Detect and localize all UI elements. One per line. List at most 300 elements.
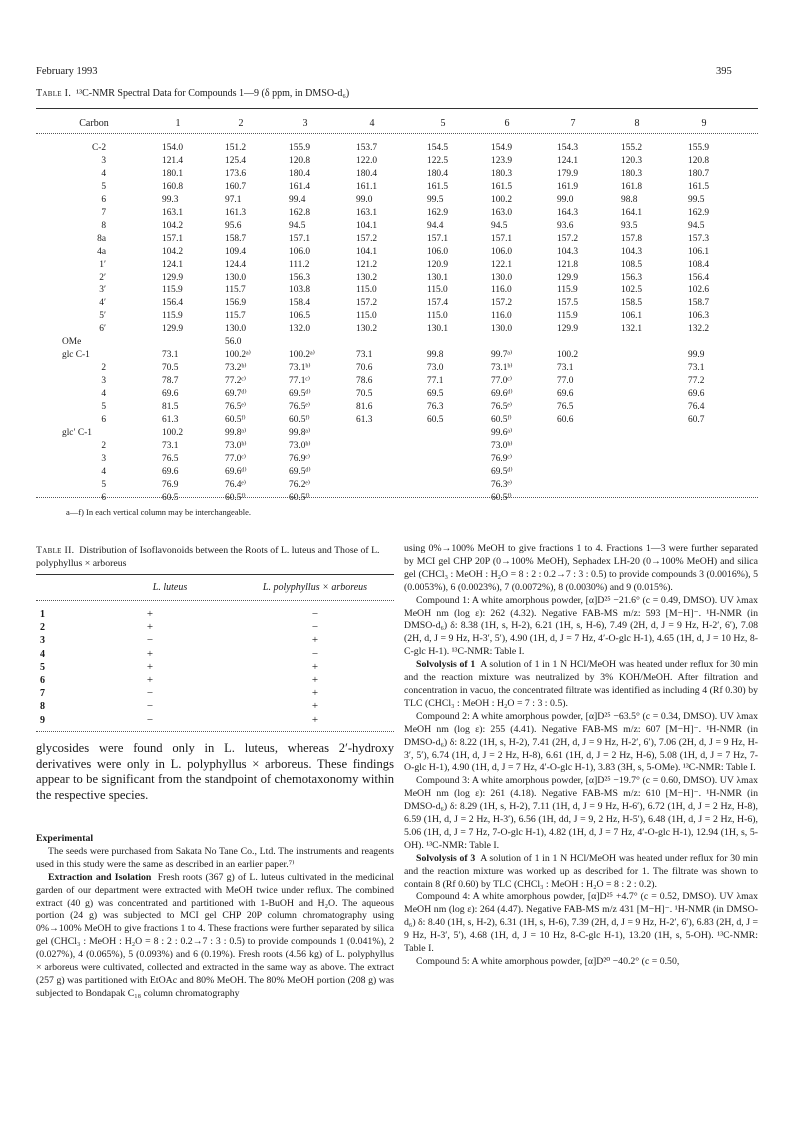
table-cell: 161.9 <box>557 181 579 192</box>
compound-number: 7 <box>40 688 45 700</box>
table-cell: 60.5ᶠ⁾ <box>289 414 310 425</box>
table-cell: 69.6 <box>162 389 179 400</box>
table-cell: 121.2 <box>356 259 378 270</box>
table-cell: 157.1 <box>491 233 513 244</box>
table-cell: 130.0 <box>491 324 513 335</box>
table-cell: 130.2 <box>356 272 378 283</box>
table-cell: 115.7 <box>225 311 246 322</box>
table-cell: 115.0 <box>356 311 377 322</box>
table-cell: 111.2 <box>289 259 310 270</box>
table-cell: 180.4 <box>289 168 311 179</box>
table-cell: 157.1 <box>427 233 449 244</box>
table-cell: 106.0 <box>427 246 449 257</box>
table-cell: 161.4 <box>289 181 311 192</box>
table-cell: 115.9 <box>557 285 578 296</box>
table-cell: 60.5ᶠ⁾ <box>491 492 512 503</box>
table-row <box>0 428 793 438</box>
table-row <box>0 648 400 661</box>
table-cell: 157.3 <box>688 233 710 244</box>
table-cell: 69.5ᵈ⁾ <box>289 389 311 400</box>
table2-header-rule <box>36 600 394 601</box>
table-cell: 99.5 <box>688 194 705 205</box>
table-cell: 156.4 <box>688 272 710 283</box>
table-cell: 180.3 <box>491 168 513 179</box>
table-row <box>0 195 793 205</box>
table-cell: 156.4 <box>162 298 184 309</box>
presence-mark: + <box>146 647 154 660</box>
row-label: 3 <box>101 376 106 387</box>
solvolysis-3-text: A solution of 1 in 1 N HCl/MeOH was heated under reflux for 30 min and the reaction mixture was worked up as described for 1. The filtrate was shown to contain 8 (Rf 0.60) by TLC (CHCl₃ : MeOH : H₂O = 8 : 2 : 0.2). <box>404 852 759 890</box>
compound-number: 8 <box>40 701 45 713</box>
table2-bottom-rule <box>36 731 394 732</box>
table-cell: 163.1 <box>356 207 378 218</box>
table-cell: 155.9 <box>688 143 710 153</box>
table-cell: 70.6 <box>356 363 373 374</box>
table-row <box>0 454 793 464</box>
table-cell: 164.1 <box>621 207 643 218</box>
table-cell: 94.4 <box>427 220 444 231</box>
table-row <box>0 337 793 347</box>
table-cell: 124.1 <box>162 259 184 270</box>
row-label: 5 <box>101 402 106 412</box>
table-cell: 76.3ᵉ⁾ <box>491 479 513 490</box>
compound-number: 4 <box>40 648 45 660</box>
table-cell: 76.5ᵉ⁾ <box>289 402 311 412</box>
table1-col-header: 7 <box>570 118 576 129</box>
compound-3-text: Compound 3: A white amorphous powder, [α]D²⁵ −19.7° (c = 0.60, DMSO). UV λmax MeOH nm (log ε): 261 (4.18). Negative FAB-MS m/z: 610 [M−H]⁻. ¹H-NMR (in DMSO-d₆) δ: 8.29 (1H, s, H-2), 7.11 (1H, d, J = 9 Hz, H-6′), 6.72 (1H, d, J = 2 Hz, H-8), 6.59 (1H, d, J = 2 Hz, H-3′), 6.56 (1H, dd, J = 9, 2 Hz, H-5′), 6.48 (1H, d, J = 2 Hz, H-6), 5.06 (1H, d, J = 7 Hz, 7-O-glc H-1), 4.82 (1H, d, J = 7 Hz, 4′-O-glc H-1), 12.94 (1H, s, 5-OH). ¹³C-NMR: Table I. <box>404 775 758 851</box>
table-cell: 115.0 <box>427 285 448 296</box>
table-cell: 76.9 <box>162 479 179 490</box>
table-cell: 164.3 <box>557 207 579 218</box>
table-cell: 162.9 <box>427 207 449 218</box>
compound-number: 2 <box>40 622 45 634</box>
row-label: 3′ <box>99 285 106 296</box>
experimental-heading: Experimental <box>36 833 94 844</box>
table2-caption-label: Table II. <box>36 545 75 556</box>
extraction-text: Fresh roots (367 g) of L. luteus cultivated in the medicinal garden of our department were extracted with MeOH twice under reflux. The combined extract (40 g) was concentrated and partitioned with 1-BuOH and H₂O. The aqueous portion (24 g) was subjected to MCI gel CHP 20P column chromatography using 0%→100% MeOH to give fractions 1 to 4. These fractions were further separated by silica gel (CHCl₃ : MeOH : H₂O = 8 : 2 : 0.2→7 : 3 : 0.5) to provide compounds 1 (0.041%), 2 (0.027%), 4 (0.065%), 5 (0.093%) and 6 (0.19%). Fresh roots (4.56 kg) of L. polyphyllus × arboreus were cultivated, collected and extracted in the same way as above. The extract (257 g) was partitioned with EtOAc and 80% MeOH. The 80% MeOH portion (208 g) was subjected to Bondapak C₁₈ column chromatography <box>36 871 394 999</box>
table-cell: 115.7 <box>225 285 246 296</box>
table-cell: 130.1 <box>427 272 449 283</box>
table-cell: 76.5ᵉ⁾ <box>491 402 513 412</box>
table-cell: 130.2 <box>356 324 378 335</box>
right-column-text <box>404 543 758 969</box>
table-cell: 60.6 <box>557 414 574 425</box>
experimental-section <box>36 833 394 1001</box>
table-cell: 104.3 <box>557 246 579 257</box>
table-cell: 154.9 <box>491 143 513 153</box>
table-cell: 73.1 <box>688 363 705 374</box>
table-cell: 100.2 <box>491 194 513 205</box>
presence-mark: − <box>146 687 154 700</box>
table-cell: 163.1 <box>162 207 184 218</box>
table-cell: 100.2 <box>557 350 579 361</box>
table-cell: 157.1 <box>289 233 311 244</box>
table-cell: 99.4 <box>289 194 306 205</box>
table-cell: 73.1 <box>557 363 574 374</box>
table-cell: 69.6 <box>162 466 179 477</box>
table-cell: 115.9 <box>162 285 183 296</box>
compound-number: 5 <box>40 661 45 673</box>
table-row <box>0 298 793 308</box>
table-cell: 161.3 <box>225 207 247 218</box>
table-cell: 129.9 <box>162 272 184 283</box>
table1-col-header: 5 <box>440 118 446 129</box>
table-cell: 61.3 <box>356 414 373 425</box>
right-para-1: using 0%→100% MeOH to give fractions 1 to 4. Fractions 1—3 were further separated by MCI gel CHP 20P (0→100% MeOH), Sephadex LH-20 (0→100% MeOH) and silica gel (CHCl₃ : MeOH : H₂O = 8 : 2 : 0.2→7 : 3 : 0.5) to provide compounds 3 (0.0016%), 5 (0.0053%), 6 (0.0023%), 7 (0.0072%), 8 (0.0030%) and 9 (0.015%). <box>404 543 758 593</box>
presence-mark: − <box>146 700 154 713</box>
table-cell: 157.2 <box>356 233 378 244</box>
table-cell: 100.2ᵃ⁾ <box>225 350 251 361</box>
row-label: 4′ <box>99 298 106 309</box>
table-row <box>0 208 793 218</box>
table-row <box>0 247 793 257</box>
table1-caption <box>36 88 349 99</box>
table-row <box>0 661 400 674</box>
table-cell: 69.5ᵈ⁾ <box>289 466 311 477</box>
table-row <box>0 324 793 334</box>
table-row <box>0 674 400 687</box>
table-cell: 93.6 <box>557 220 574 231</box>
table-row <box>0 311 793 321</box>
table-cell: 123.9 <box>491 155 513 166</box>
presence-mark: − <box>146 713 154 726</box>
table-cell: 73.0ᵇ⁾ <box>225 440 247 451</box>
table1-col-header: 8 <box>634 118 640 129</box>
table-cell: 106.0 <box>289 246 311 257</box>
table-cell: 99.9 <box>688 350 705 361</box>
table-cell: 179.9 <box>557 168 579 179</box>
row-label: 1′ <box>99 259 106 270</box>
table-cell: 60.5ᶠ⁾ <box>289 492 310 503</box>
table2-col-polyphyllus: L. polyphyllus × arboreus <box>262 582 368 593</box>
table-row <box>0 402 793 412</box>
table-cell: 122.5 <box>427 155 449 166</box>
table-cell: 116.0 <box>491 311 512 322</box>
table-cell: 157.5 <box>557 298 579 309</box>
table-cell: 121.8 <box>557 259 579 270</box>
table-cell: 157.2 <box>491 298 513 309</box>
table-cell: 99.7ᵃ⁾ <box>491 350 513 361</box>
table-cell: 60.7 <box>688 414 705 425</box>
table-cell: 99.0 <box>356 194 373 205</box>
table-cell: 78.6 <box>356 376 373 387</box>
table-cell: 161.5 <box>491 181 513 192</box>
table-cell: 132.2 <box>688 324 710 335</box>
table-cell: 77.1ᶜ⁾ <box>289 376 311 387</box>
table-cell: 115.9 <box>557 311 578 322</box>
table-cell: 180.7 <box>688 168 710 179</box>
table-cell: 77.2 <box>688 376 705 387</box>
row-label: 3 <box>101 155 106 166</box>
table-row <box>0 608 400 621</box>
table-cell: 154.0 <box>162 143 184 153</box>
row-label: 6′ <box>99 324 106 335</box>
table-cell: 106.0 <box>491 246 513 257</box>
table-cell: 100.2ᵃ⁾ <box>289 350 315 361</box>
table-cell: 76.2ᵉ⁾ <box>289 479 311 490</box>
table-cell: 124.4 <box>225 259 247 270</box>
presence-mark: − <box>311 608 319 620</box>
table-cell: 109.4 <box>225 246 247 257</box>
table-cell: 161.5 <box>688 181 710 192</box>
table-cell: 103.8 <box>289 285 311 296</box>
table-cell: 156.9 <box>225 298 247 309</box>
table-cell: 69.7ᵈ⁾ <box>225 389 247 400</box>
table-cell: 157.1 <box>162 233 184 244</box>
table-row <box>0 480 793 490</box>
presence-mark: + <box>146 660 154 673</box>
table-cell: 108.4 <box>688 259 710 270</box>
table-cell: 129.9 <box>557 324 579 335</box>
table-cell: 132.1 <box>621 324 643 335</box>
table2-col-luteus: L. luteus <box>152 582 188 593</box>
table-cell: 60.5ᶠ⁾ <box>225 492 246 503</box>
table-cell: 73.1ᵇ⁾ <box>289 363 311 374</box>
table-cell: 120.8 <box>688 155 710 166</box>
table-row <box>0 376 793 386</box>
running-header-date: February 1993 <box>36 66 98 77</box>
table-cell: 102.6 <box>688 285 710 296</box>
experimental-text: The seeds were purchased from Sakata No Tane Co., Ltd. The instruments and reagents used in this study were the same as described in an earlier paper.⁷⁾ <box>36 845 394 870</box>
row-label: 2 <box>101 363 106 374</box>
row-label: 5′ <box>99 311 106 322</box>
table-row <box>0 621 400 634</box>
table-cell: 73.1 <box>162 350 179 361</box>
row-label: 3 <box>101 453 106 464</box>
table-cell: 56.0 <box>225 337 242 348</box>
compound-number: 9 <box>40 714 45 726</box>
table-cell: 76.5 <box>162 453 179 464</box>
presence-mark: + <box>311 700 319 713</box>
table-cell: 157.2 <box>356 298 378 309</box>
compound-2-text: Compound 2: A white amorphous powder, [α]D²⁵ −63.5° (c = 0.34, DMSO). UV λmax MeOH nm (log ε): 255 (4.41). Negative FAB-MS m/z: 607 [M−H]⁻. ¹H-NMR (in DMSO-d₆) δ: 8.22 (1H, s, H-2), 7.41 (2H, d, J = 9 Hz, H-2′, 6′), 7.06 (2H, d, J = 9 Hz, H-3′, 5′), 6.74 (1H, d, J = 2 Hz, H-8), 6.61 (1H, d, J = 2 Hz, H-6), 5.08 (1H, d, J = 7 Hz, 7-O-glc H-1), 4.90 (1H, d, J = 7 Hz, 4′-O-glc H-1), 3.83 (3H, s, 5-OMe). ¹³C-NMR: Table I. <box>404 710 758 774</box>
table-cell: 99.5 <box>427 194 444 205</box>
presence-mark: + <box>146 621 154 634</box>
table-cell: 102.5 <box>621 285 643 296</box>
table-cell: 120.3 <box>621 155 643 166</box>
table-cell: 77.1 <box>427 376 444 387</box>
table-cell: 108.5 <box>621 259 643 270</box>
table-cell: 154.5 <box>427 143 449 153</box>
table-cell: 73.0ᵇ⁾ <box>289 440 311 451</box>
row-label: 2′ <box>99 272 106 283</box>
table-cell: 132.0 <box>289 324 311 335</box>
table-cell: 78.7 <box>162 376 179 387</box>
solvolysis-3-heading: Solvolysis of 3 <box>416 852 476 864</box>
row-label: 4 <box>101 466 106 477</box>
table2-caption-text: Distribution of Isoflavonoids between the Roots of L. luteus and Those of L. polyphyllus × arboreus <box>36 545 380 569</box>
conclusion-paragraph: glycosides were found only in L. luteus, whereas 2′-hydroxy derivatives were only in L. polyphyllus × arboreus. These findings appear to be significant from the standpoint of chemotaxonomy within the respective species. <box>36 741 394 802</box>
table2-top-rule <box>36 574 394 575</box>
table1-bottom-rule <box>36 497 758 498</box>
table-row <box>0 389 793 399</box>
table-cell: 157.4 <box>427 298 449 309</box>
table-row <box>0 714 400 727</box>
row-label: 8a <box>97 233 106 244</box>
table-row <box>0 700 400 713</box>
table-cell: 120.9 <box>427 259 449 270</box>
table-cell: 73.1 <box>356 350 373 361</box>
table1-header-rule <box>36 133 758 134</box>
table-cell: 76.5ᵉ⁾ <box>225 402 247 412</box>
row-label: 5 <box>101 181 106 192</box>
table-cell: 99.8ᵃ⁾ <box>289 427 311 438</box>
table-cell: 94.5 <box>688 220 705 231</box>
table-row <box>0 260 793 270</box>
table-cell: 180.4 <box>427 168 449 179</box>
table-cell: 73.1 <box>162 440 179 451</box>
table-cell: 104.1 <box>356 220 378 231</box>
table-cell: 76.4ᵉ⁾ <box>225 479 247 490</box>
table-row <box>0 182 793 192</box>
table-cell: 99.0 <box>557 194 574 205</box>
table-cell: 60.5 <box>162 492 179 503</box>
table-cell: 61.3 <box>162 414 179 425</box>
table-cell: 73.1ᵇ⁾ <box>491 363 513 374</box>
table-cell: 69.5ᵈ⁾ <box>491 466 513 477</box>
presence-mark: − <box>146 634 154 647</box>
table-cell: 156.3 <box>621 272 643 283</box>
table-cell: 130.0 <box>225 324 247 335</box>
table-row <box>0 285 793 295</box>
compound-number: 1 <box>40 609 45 620</box>
table-row <box>0 350 793 360</box>
table1-col-header: 2 <box>238 118 244 129</box>
table-cell: 99.8ᵃ⁾ <box>225 427 247 438</box>
table-cell: 161.5 <box>427 181 449 192</box>
table1-col-header: 9 <box>701 118 707 129</box>
table-cell: 73.2ᵇ⁾ <box>225 363 247 374</box>
table-cell: 121.4 <box>162 155 184 166</box>
table-cell: 69.6ᵈ⁾ <box>491 389 513 400</box>
table-cell: 104.3 <box>621 246 643 257</box>
table-cell: 115.0 <box>427 311 448 322</box>
table-cell: 163.0 <box>491 207 513 218</box>
table-cell: 120.8 <box>289 155 311 166</box>
table-cell: 122.1 <box>491 259 513 270</box>
presence-mark: + <box>311 660 319 673</box>
table-row <box>0 441 793 451</box>
presence-mark: + <box>311 713 319 726</box>
table-cell: 158.7 <box>225 233 247 244</box>
table-cell: 60.5 <box>427 414 444 425</box>
table-cell: 106.5 <box>289 311 311 322</box>
table-cell: 98.8 <box>621 194 638 205</box>
presence-mark: + <box>146 608 154 620</box>
row-label: 4 <box>101 168 106 179</box>
table-cell: 99.8 <box>427 350 444 361</box>
table1-col-header: 6 <box>504 118 510 129</box>
table-cell: 160.7 <box>225 181 247 192</box>
table-cell: 73.0ᵇ⁾ <box>491 440 513 451</box>
table-cell: 173.6 <box>225 168 247 179</box>
table-cell: 60.5ᶠ⁾ <box>491 414 512 425</box>
table-cell: 69.6 <box>688 389 705 400</box>
table-cell: 156.3 <box>289 272 311 283</box>
row-label: glc′ C-1 <box>62 427 92 438</box>
row-label: C-2 <box>91 143 106 153</box>
presence-mark: + <box>146 674 154 686</box>
table-row <box>0 234 793 244</box>
row-label: 2 <box>101 440 106 451</box>
table-row <box>0 415 793 425</box>
compound-5-text: Compound 5: A white amorphous powder, [α]D²⁰ −40.2° (c = 0.50, <box>416 956 680 967</box>
table-cell: 106.3 <box>688 311 710 322</box>
table1-col-header: 1 <box>175 118 181 129</box>
presence-mark: − <box>311 647 319 660</box>
table-cell: 69.5 <box>427 389 444 400</box>
table-cell: 124.1 <box>557 155 579 166</box>
presence-mark: + <box>311 674 319 686</box>
table1-col-header: Carbon <box>79 118 109 129</box>
table-row <box>0 273 793 283</box>
table-cell: 104.2 <box>162 220 184 231</box>
table-cell: 162.9 <box>688 207 710 218</box>
table-row <box>0 169 793 179</box>
table-cell: 162.8 <box>289 207 311 218</box>
compound-4-text: Compound 4: A white amorphous powder, [α]D²⁵ +4.7° (c = 0.52, DMSO). UV λmax MeOH nm (log ε): 264 (4.47). Negative FAB-MS m/z 431 [M−H]⁻. ¹H-NMR (in DMSO-d₆) δ: 8.40 (1H, s, H-2), 6.31 (1H, s, H-6), 7.39 (2H, d, J = 9 Hz, H-2′, 6′), 6.83 (2H, d, J = 9 Hz, H-3′, 5′), 4.68 (1H, d, J = 10 Hz, 8-C-glc H-1), 13.20 (1H, s, 5-OH). ¹³C-NMR: Table I. <box>404 891 758 955</box>
table-cell: 60.5ᶠ⁾ <box>225 414 246 425</box>
table-cell: 180.4 <box>356 168 378 179</box>
table-row <box>0 634 400 647</box>
row-label: 6 <box>101 414 106 425</box>
presence-mark: − <box>311 621 319 634</box>
row-label: 6 <box>101 492 106 503</box>
table-cell: 104.2 <box>162 246 184 257</box>
table-cell: 161.8 <box>621 181 643 192</box>
table-cell: 76.9ᶜ⁾ <box>289 453 311 464</box>
table-cell: 155.2 <box>621 143 643 153</box>
table-cell: 106.1 <box>688 246 710 257</box>
table-cell: 151.2 <box>225 143 247 153</box>
table-cell: 130.1 <box>427 324 449 335</box>
table-cell: 161.1 <box>356 181 378 192</box>
table-cell: 69.6ᵈ⁾ <box>225 466 247 477</box>
table-cell: 154.3 <box>557 143 579 153</box>
row-label: 4a <box>97 246 106 257</box>
presence-mark: + <box>311 687 319 700</box>
table1-footnote: a—f) In each vertical column may be interchangeable. <box>66 507 252 517</box>
compound-number: 3 <box>40 635 45 647</box>
compound-1-text: Compound 1: A white amorphous powder, [α]D²⁵ −21.6° (c = 0.49, DMSO). UV λmax MeOH nm (log ε): 262 (4.32). Negative FAB-MS m/z: 593 [M−H]⁻. ¹H-NMR (in DMSO-d₆) δ: 8.38 (1H, s, H-2), 6.21 (1H, s, H-6), 7.49 (2H, d, J = 9 Hz, H-2′, 6′), 7.08 (2H, d, J = 9 Hz, H-3′, 5′), 4.90 (1H, d, J = 7 Hz, 4′-O-glc H-1), 4.65 (1H, d, J = 10 Hz, 8-C-glc H-1). ¹³C-NMR: Table I. <box>404 594 758 658</box>
table-row <box>0 143 793 153</box>
solvolysis-1-text: A solution of 1 in 1 N HCl/MeOH was heated under reflux for 30 min and the reaction mixture was neutralized by 3% KOH/MeOH. After filtration and concentration in vacuo, the concentrated filtrate was identified as including 4 (Rf 0.30) by TLC (CHCl₃ : MeOH : H₂O = 7 : 3 : 0.5). <box>404 659 759 709</box>
table-cell: 99.6ᵃ⁾ <box>491 427 513 438</box>
table1-col-header: 4 <box>369 118 375 129</box>
compound-number: 6 <box>40 675 45 686</box>
table-cell: 94.5 <box>491 220 508 231</box>
table-cell: 157.2 <box>557 233 579 244</box>
table-cell: 76.9ᶜ⁾ <box>491 453 513 464</box>
table-cell: 130.0 <box>491 272 513 283</box>
extraction-heading: Extraction and Isolation <box>48 871 152 883</box>
solvolysis-1-heading: Solvolysis of 1 <box>416 659 476 671</box>
table-cell: 125.4 <box>225 155 247 166</box>
table-row <box>0 363 793 373</box>
table-cell: 77.0ᶜ⁾ <box>225 453 247 464</box>
table-cell: 95.6 <box>225 220 242 231</box>
table-cell: 81.5 <box>162 402 179 412</box>
table-cell: 69.6 <box>557 389 574 400</box>
table-cell: 157.8 <box>621 233 643 244</box>
table-cell: 81.6 <box>356 402 373 412</box>
row-label: 7 <box>101 207 106 218</box>
row-label: 8 <box>101 220 106 231</box>
table-row <box>0 467 793 477</box>
table-cell: 73.0 <box>427 363 444 374</box>
table-cell: 158.7 <box>688 298 710 309</box>
table-cell: 130.0 <box>225 272 247 283</box>
